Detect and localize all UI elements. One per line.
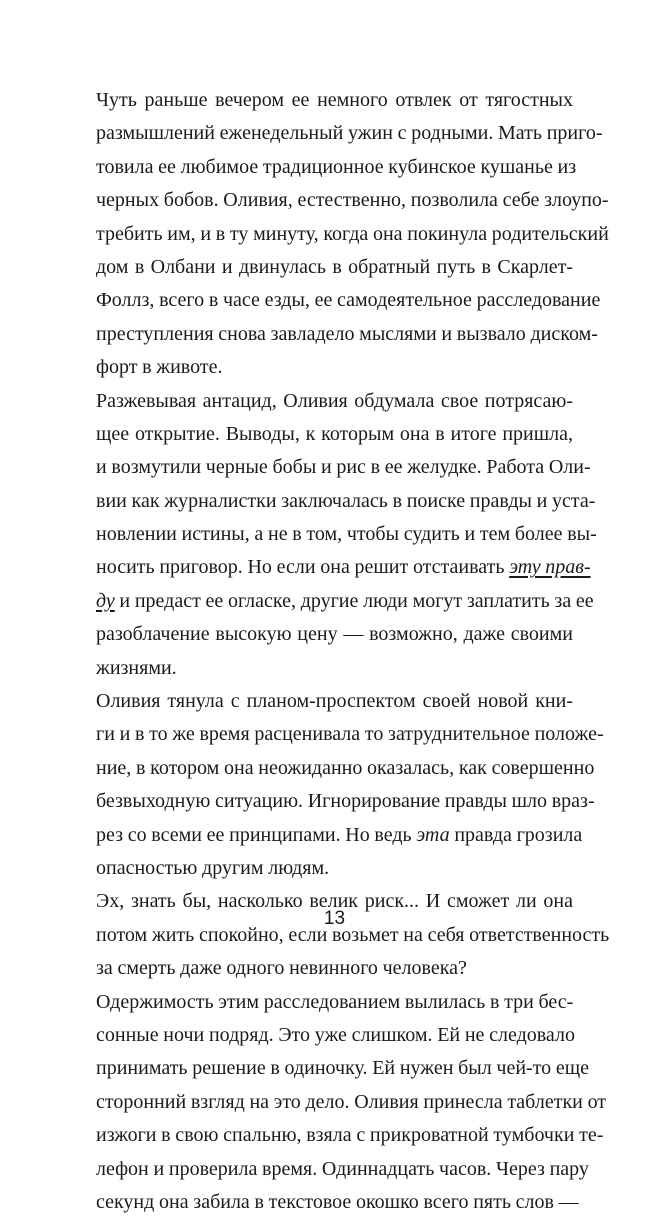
text-line [96,551,591,584]
line-text: потом жить спокойно, если возьмет на себя ответственность [96,923,610,946]
line-text: Разжевывая антацид, Оливия обдумала свое потрясаю- [96,389,573,412]
text-line [96,718,604,751]
text-line [96,485,596,518]
emphasis-text: эту прав- [509,556,591,579]
line-text: ги и в то же время расценивала то затруднительное положе- [96,723,604,746]
text-block [96,84,610,1219]
text-line [96,418,573,451]
text-line [96,518,597,551]
line-text: Эх, знать бы, насколько велик риск... И сможет ли она [96,890,573,913]
line-text: рез со всеми ее принципами. Но ведь [96,823,417,846]
text-line [96,117,603,150]
text-line [96,685,573,718]
text-line [96,218,609,251]
line-text: щее открытие. Выводы, к которым она в итоге пришла, [96,422,573,445]
text-line [96,952,573,985]
line-text: Чуть раньше вечером ее немного отвлек от тягостных [96,89,573,111]
text-line [96,318,598,351]
line-text: вии как журналистки заключалась в поиске правды и уста- [96,489,596,512]
line-text: Фоллз, всего в часе езды, ее самодеятельное расследование [96,289,601,312]
line-text: товила ее любимое традиционное кубинское кушанье из [96,155,577,178]
line-text: опасностью другим людям. [96,856,330,879]
text-line [96,1086,607,1119]
line-text: Оливия тянула с планом-проспектом своей новой кни- [96,690,573,713]
line-text: дом в Олбани и двинулась в обратный путь в Скарлет- [96,255,573,278]
line-text: и предаст ее огласке, другие люди могут заплатить за ее [114,589,594,612]
line-text: секунд она забила в текстовое окошко всего пять слов — [96,1190,579,1213]
line-text: ние, в котором она неожиданно оказалась, как совершенно [96,756,595,779]
emphasis-text: ду [96,589,115,612]
text-line [96,1019,573,1052]
text-line [96,151,577,184]
text-line [96,785,595,818]
line-text: правда грозила [449,823,583,846]
line-text: новлении истины, а не в том, чтобы судить и тем более вы- [96,523,597,546]
line-text: сторонний взгляд на это дело. Оливия принесла таблетки от [96,1090,607,1113]
text-line [96,284,601,317]
line-text: носить приговор. Но если она решит отстаивать [96,556,510,579]
emphasis-text: эта [416,823,450,846]
text-line [96,84,573,117]
line-text: безвыходную ситуацию. Игнорирование правды шло враз- [96,790,595,813]
line-text: сонные ночи подряд. Это уже слишком. Ей не следовало [96,1023,575,1046]
text-line [96,1186,579,1219]
line-text: Одержимость этим расследованием вылилась в три бес- [96,990,574,1013]
line-text: за смерть даже одного невинного человека? [96,957,467,980]
text-line [96,1153,589,1186]
text-line [96,351,573,384]
line-text: черных бобов. Оливия, естественно, позволила себе злоупо- [96,189,609,212]
page-number: 13 [323,908,346,929]
text-line [96,652,573,685]
text-line [96,585,594,618]
line-text: лефон и проверила время. Одиннадцать часов. Через пару [96,1157,589,1180]
line-text: требить им, и в ту минуту, когда она покинула родительский [96,222,609,245]
text-line [96,385,573,418]
text-line [96,251,573,284]
text-line [96,184,609,217]
text-line [96,752,595,785]
text-line [96,852,573,885]
line-text: форт в животе. [96,356,223,379]
text-line [96,1119,604,1152]
text-line [96,451,591,484]
line-text: принимать решение в одиночку. Ей нужен был чей-то еще [96,1057,590,1080]
line-text: размышлений еженедельный ужин с родными. Мать приго- [96,122,603,145]
line-text: изжоги в свою спальню, взяла с прикроватной тумбочки те- [96,1124,604,1147]
text-line [96,819,583,852]
line-text: и возмутили черные бобы и рис в ее желудке. Работа Оли- [96,456,591,479]
line-text: разоблачение высокую цену — возможно, даже своими [96,623,573,646]
line-text: преступления снова завладело мыслями и вызвало диском- [96,322,598,345]
text-line [96,986,573,1019]
text-line [96,618,573,651]
line-text: жизнями. [96,656,177,679]
text-line [96,1052,590,1085]
